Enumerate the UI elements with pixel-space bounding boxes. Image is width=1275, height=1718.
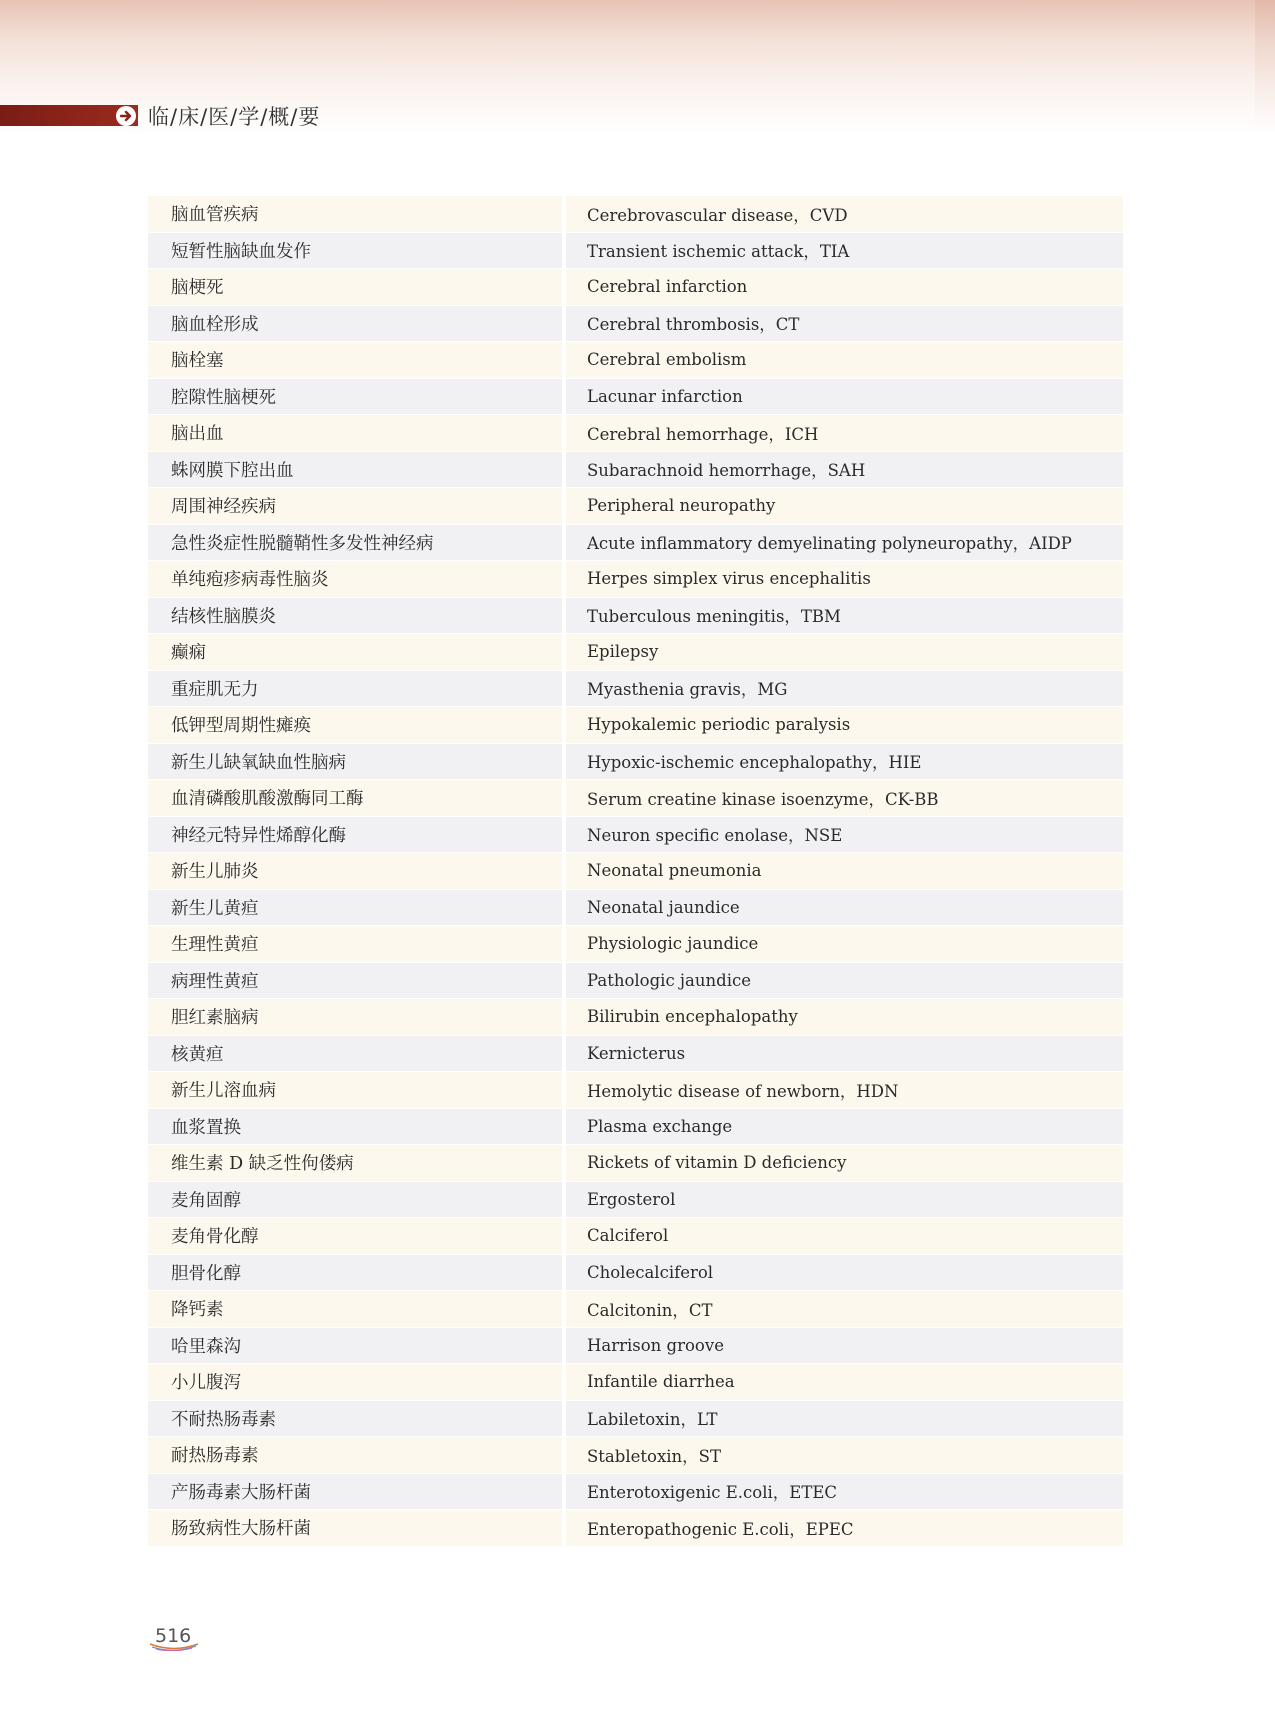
term-english: Pathologic jaundice — [566, 963, 1123, 999]
term-chinese: 核黄疸 — [148, 1036, 562, 1072]
term-english: Bilirubin encephalopathy — [566, 999, 1123, 1035]
page-number: 516 — [155, 1625, 192, 1647]
glossary-row — [148, 1182, 1123, 1219]
term-english: Cerebral thrombosis，CT — [566, 306, 1123, 342]
glossary-row — [148, 561, 1123, 598]
term-english: Physiologic jaundice — [566, 926, 1123, 962]
term-english: Herpes simplex virus encephalitis — [566, 561, 1123, 597]
term-english: Myasthenia gravis，MG — [566, 671, 1123, 707]
glossary-row — [148, 1255, 1123, 1292]
term-english: Enteropathogenic E.coli，EPEC — [566, 1510, 1123, 1546]
glossary-row — [148, 926, 1123, 963]
term-english: Ergosterol — [566, 1182, 1123, 1218]
term-english: Cerebral embolism — [566, 342, 1123, 378]
glossary-row — [148, 853, 1123, 890]
term-chinese: 血浆置换 — [148, 1109, 562, 1145]
glossary-row — [148, 1145, 1123, 1182]
term-english: Cerebral infarction — [566, 269, 1123, 305]
term-english: Epilepsy — [566, 634, 1123, 670]
term-english: Cholecalciferol — [566, 1255, 1123, 1291]
term-english: Subarachnoid hemorrhage，SAH — [566, 452, 1123, 488]
glossary-row — [148, 780, 1123, 817]
term-english: Calciferol — [566, 1218, 1123, 1254]
page-number-swoosh-icon — [148, 1641, 200, 1651]
glossary-row — [148, 488, 1123, 525]
glossary-row — [148, 306, 1123, 343]
glossary-row — [148, 1437, 1123, 1474]
term-english: Kernicterus — [566, 1036, 1123, 1072]
term-english: Lacunar infarction — [566, 379, 1123, 415]
term-chinese: 降钙素 — [148, 1291, 562, 1327]
term-english: Hemolytic disease of newborn，HDN — [566, 1072, 1123, 1108]
term-english: Neuron specific enolase，NSE — [566, 817, 1123, 853]
term-chinese: 胆红素脑病 — [148, 999, 562, 1035]
term-chinese: 新生儿肺炎 — [148, 853, 562, 889]
term-english: Harrison groove — [566, 1328, 1123, 1364]
term-chinese: 生理性黄疸 — [148, 926, 562, 962]
term-english: Tuberculous meningitis，TBM — [566, 598, 1123, 634]
term-chinese: 短暂性脑缺血发作 — [148, 233, 562, 269]
arrow-right-circle-icon — [116, 106, 136, 126]
glossary-row — [148, 744, 1123, 781]
glossary-row — [148, 707, 1123, 744]
glossary-table — [148, 196, 1123, 1547]
glossary-row — [148, 1036, 1123, 1073]
glossary-row — [148, 963, 1123, 1000]
term-chinese: 胆骨化醇 — [148, 1255, 562, 1291]
term-english: Hypoxic-ischemic encephalopathy，HIE — [566, 744, 1123, 780]
glossary-row — [148, 415, 1123, 452]
glossary-row — [148, 452, 1123, 489]
term-english: Peripheral neuropathy — [566, 488, 1123, 524]
term-english: Acute inflammatory demyelinating polyneuropathy，AIDP — [566, 525, 1123, 561]
glossary-row — [148, 634, 1123, 671]
term-english: Calcitonin，CT — [566, 1291, 1123, 1327]
term-chinese: 脑血管疾病 — [148, 196, 562, 232]
term-chinese: 耐热肠毒素 — [148, 1437, 562, 1473]
term-chinese: 急性炎症性脱髓鞘性多发性神经病 — [148, 525, 562, 561]
term-chinese: 癫痫 — [148, 634, 562, 670]
glossary-row — [148, 999, 1123, 1036]
term-chinese: 新生儿黄疸 — [148, 890, 562, 926]
term-chinese: 周围神经疾病 — [148, 488, 562, 524]
term-chinese: 不耐热肠毒素 — [148, 1401, 562, 1437]
glossary-row — [148, 1364, 1123, 1401]
term-english: Hypokalemic periodic paralysis — [566, 707, 1123, 743]
glossary-row — [148, 342, 1123, 379]
term-chinese: 单纯疱疹病毒性脑炎 — [148, 561, 562, 597]
glossary-row — [148, 1291, 1123, 1328]
term-chinese: 新生儿溶血病 — [148, 1072, 562, 1108]
term-chinese: 脑栓塞 — [148, 342, 562, 378]
term-english: Cerebrovascular disease，CVD — [566, 196, 1123, 232]
term-chinese: 新生儿缺氧缺血性脑病 — [148, 744, 562, 780]
glossary-row — [148, 196, 1123, 233]
term-chinese: 神经元特异性烯醇化酶 — [148, 817, 562, 853]
glossary-row — [148, 233, 1123, 270]
term-chinese: 麦角固醇 — [148, 1182, 562, 1218]
term-chinese: 脑血栓形成 — [148, 306, 562, 342]
term-chinese: 病理性黄疸 — [148, 963, 562, 999]
term-english: Cerebral hemorrhage，ICH — [566, 415, 1123, 451]
term-chinese: 小儿腹泻 — [148, 1364, 562, 1400]
term-chinese: 血清磷酸肌酸激酶同工酶 — [148, 780, 562, 816]
glossary-row — [148, 379, 1123, 416]
glossary-row — [148, 1072, 1123, 1109]
glossary-row — [148, 525, 1123, 562]
glossary-row — [148, 817, 1123, 854]
glossary-row — [148, 1328, 1123, 1365]
glossary-row — [148, 671, 1123, 708]
term-chinese: 低钾型周期性瘫痪 — [148, 707, 562, 743]
glossary-row — [148, 1401, 1123, 1438]
term-chinese: 脑梗死 — [148, 269, 562, 305]
term-english: Infantile diarrhea — [566, 1364, 1123, 1400]
term-english: Plasma exchange — [566, 1109, 1123, 1145]
term-chinese: 肠致病性大肠杆菌 — [148, 1510, 562, 1546]
term-english: Serum creatine kinase isoenzyme，CK-BB — [566, 780, 1123, 816]
glossary-row — [148, 1510, 1123, 1547]
glossary-row — [148, 269, 1123, 306]
term-chinese: 哈里森沟 — [148, 1328, 562, 1364]
book-title: 临/床/医/学/概/要 — [148, 105, 321, 129]
term-chinese: 结核性脑膜炎 — [148, 598, 562, 634]
term-english: Labiletoxin，LT — [566, 1401, 1123, 1437]
term-chinese: 脑出血 — [148, 415, 562, 451]
term-english: Transient ischemic attack，TIA — [566, 233, 1123, 269]
term-english: Neonatal pneumonia — [566, 853, 1123, 889]
term-chinese: 腔隙性脑梗死 — [148, 379, 562, 415]
term-chinese: 重症肌无力 — [148, 671, 562, 707]
term-english: Neonatal jaundice — [566, 890, 1123, 926]
glossary-row — [148, 598, 1123, 635]
glossary-row — [148, 1109, 1123, 1146]
term-english: Enterotoxigenic E.coli，ETEC — [566, 1474, 1123, 1510]
term-chinese: 维生素 D 缺乏性佝偻病 — [148, 1145, 562, 1181]
term-chinese: 蛛网膜下腔出血 — [148, 452, 562, 488]
glossary-row — [148, 890, 1123, 927]
glossary-row — [148, 1218, 1123, 1255]
glossary-row — [148, 1474, 1123, 1511]
term-chinese: 麦角骨化醇 — [148, 1218, 562, 1254]
term-english: Rickets of vitamin D deficiency — [566, 1145, 1123, 1181]
term-chinese: 产肠毒素大肠杆菌 — [148, 1474, 562, 1510]
term-english: Stabletoxin，ST — [566, 1437, 1123, 1473]
